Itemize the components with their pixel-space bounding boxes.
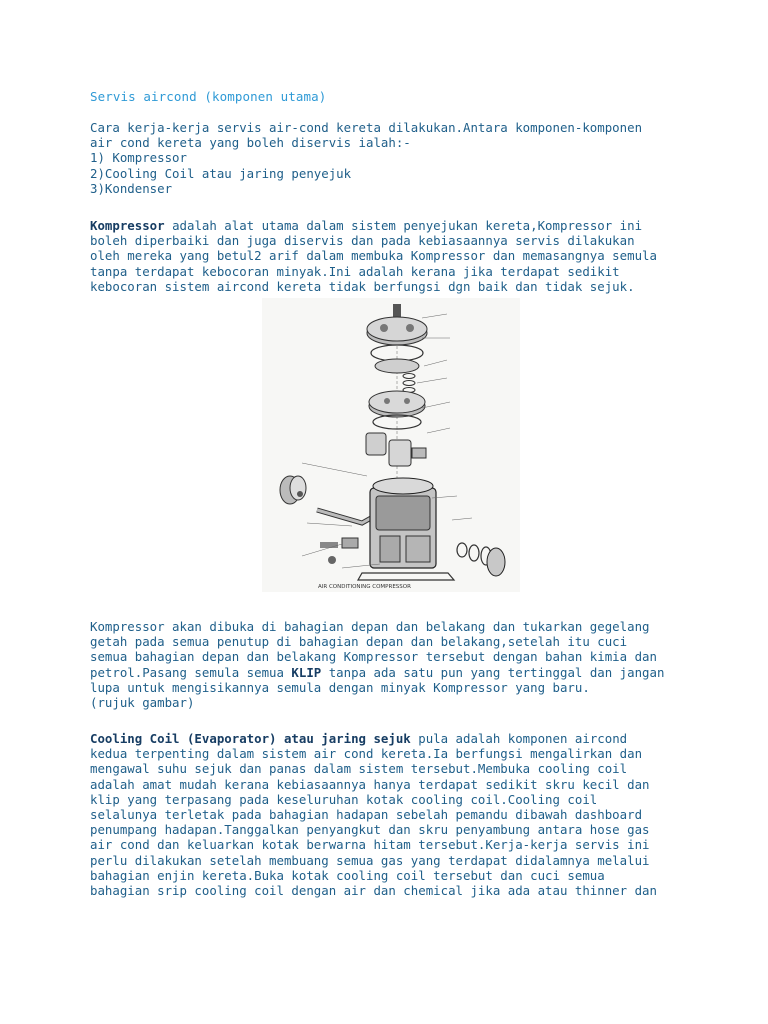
paragraph-line: bahagian srip cooling coil dengan air dan chemical jika ada atau thinner dan: [90, 883, 657, 899]
intro-line: Cara kerja-kerja servis air-cond kereta dilakukan.Antara komponen-komponen: [90, 120, 643, 135]
bold-term: Kompressor: [90, 218, 165, 233]
paragraph-line: tanpa terdapat kebocoran minyak.Ini adalah kerana jika terdapat sedikit: [90, 263, 620, 279]
list-item-kondenser: 3)Kondenser: [90, 180, 173, 196]
bold-term: Cooling Coil (Evaporator) atau jaring sejuk: [90, 731, 411, 746]
list-item-kompressor: 1) Kompressor: [90, 150, 187, 166]
paragraph-line: klip yang terpasang pada keseluruhan kotak cooling coil.Cooling coil: [90, 791, 598, 807]
paragraph-line: penumpang hadapan.Tanggalkan penyangkut dan skru penyambung antara hose gas: [90, 822, 650, 838]
paragraph-line: [90, 731, 690, 746]
intro-paragraph: [90, 120, 690, 196]
paragraph-line: semua bahagian depan dan belakang Kompressor tersebut dengan bahan kimia dan: [90, 649, 657, 665]
paragraph-line: [90, 665, 690, 680]
paragraph-text: petrol.Pasang semula semua: [90, 664, 292, 680]
paragraph-line: selalunya terletak pada bahagian hadapan sebelah pemandu dibawah dashboard: [90, 807, 643, 823]
kompressor-service-paragraph: [90, 619, 690, 710]
compressor-diagram-svg: [262, 298, 520, 592]
paragraph-text: pula adalah komponen aircond: [410, 731, 628, 746]
paragraph-line: kebocoran sistem aircond kereta tidak berfungsi dgn baik dan tidak sejuk.: [90, 278, 635, 294]
figure-caption: AIR CONDITIONING COMPRESSOR: [318, 584, 411, 590]
paragraph-line: air cond dan keluarkan kotak berwarna hitam tersebut.Kerja-kerja servis ini: [90, 837, 650, 853]
paragraph-line: kedua terpenting dalam sistem air cond kereta.Ia berfungsi mengalirkan dan: [90, 746, 643, 762]
paragraph-line: [90, 218, 690, 233]
kompressor-paragraph: [90, 218, 690, 294]
paragraph-line: (rujuk gambar): [90, 695, 195, 711]
paragraph-text: adalah alat utama dalam sistem penyejukan kereta,Kompressor ini: [164, 218, 643, 233]
paragraph-line: boleh diperbaiki dan juga diservis dan pada kebiasaannya servis dilakukan: [90, 233, 635, 249]
intro-line: air cond kereta yang boleh diservis ialah:-: [90, 135, 411, 151]
paragraph-line: perlu dilakukan setelah membuang semua gas yang terdapat didalamnya melalui: [90, 852, 650, 868]
document-title: Servis aircond (komponen utama): [90, 89, 327, 104]
paragraph-line: lupa untuk mengisikannya semula dengan minyak Kompressor yang baru.: [90, 679, 590, 695]
list-item-cooling-coil: 2)Cooling Coil atau jaring penyejuk: [90, 165, 352, 181]
paragraph-text: tanpa ada satu pun yang tertinggal dan jangan: [321, 664, 665, 680]
cooling-coil-paragraph: [90, 731, 690, 898]
paragraph-line: bahagian enjin kereta.Buka kotak cooling coil tersebut dan cuci semua: [90, 867, 605, 883]
paragraph-line: getah pada semua penutup di bahagian depan dan belakang,setelah itu cuci: [90, 634, 628, 650]
paragraph-line: Kompressor akan dibuka di bahagian depan dan belakang dan tukarkan gegelang: [90, 619, 650, 634]
paragraph-line: mengawal suhu sejuk dan panas dalam sistem tersebut.Membuka cooling coil: [90, 761, 628, 777]
bold-term: KLIP: [291, 664, 322, 680]
compressor-exploded-diagram: [262, 298, 520, 592]
paragraph-line: oleh mereka yang betul2 arif dalam membuka Kompressor dan memasangnya semula: [90, 248, 657, 264]
paragraph-line: adalah amat mudah kerana kebiasaannya hanya terdapat sedikit skru kecil dan: [90, 776, 650, 792]
